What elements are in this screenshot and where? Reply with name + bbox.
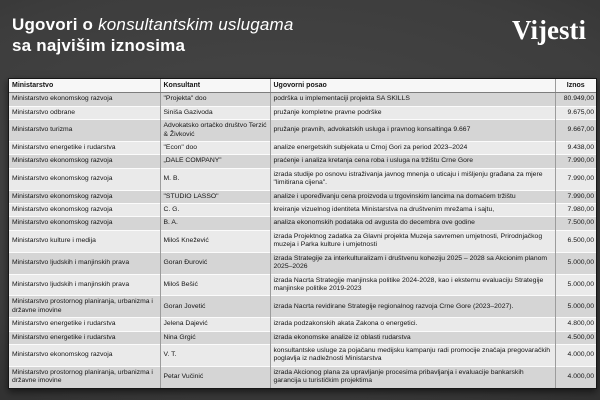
contract-cell: analize energetskih subjekata u Crnoj Gori za period 2023–2024 — [270, 142, 555, 155]
ministry-cell: Ministarstvo ekonomskog razvoja — [9, 190, 160, 203]
contract-cell: podrška u implementaciji projekta SA SKILLS — [270, 93, 555, 106]
title-italic: konsultantskim uslugama — [98, 15, 294, 34]
ministry-cell: Ministarstvo ljudskih i manjinskih prava — [9, 252, 160, 274]
table-row — [9, 155, 596, 168]
title-bold: Ugovori o — [12, 15, 94, 34]
amount-cell: 7.990,00 — [555, 155, 596, 168]
contract-cell: pružanje kompletne pravne podrške — [270, 106, 555, 119]
contracts-table — [9, 79, 596, 388]
contract-cell: izrada Akcionog plana za upravljanje procesima pribavljanja i evaluacije bankarskih garancija u turističkim projektima — [270, 366, 555, 387]
table-row — [9, 93, 596, 106]
amount-cell: 6.500,00 — [555, 230, 596, 252]
contract-cell: analiza ekonomskih podataka od avgusta do decembra ove godine — [270, 217, 555, 230]
ministry-cell: Ministarstvo ekonomskog razvoja — [9, 155, 160, 168]
table-row — [9, 318, 596, 331]
amount-cell: 4.500,00 — [555, 331, 596, 344]
ministry-cell: Ministarstvo ekonomskog razvoja — [9, 217, 160, 230]
table-header — [9, 79, 596, 93]
contract-cell: izrada podzakonskih akata Zakona o energetici. — [270, 318, 555, 331]
title-line2: sa najvišim iznosima — [12, 36, 186, 55]
table-header-row — [9, 79, 596, 93]
contract-cell: kreiranje vizuelnog identiteta Ministarstva na društvenim mrežama i sajtu, — [270, 204, 555, 217]
consultant-cell: B. A. — [160, 217, 270, 230]
ministry-cell: Ministarstvo ljudskih i manjinskih prava — [9, 274, 160, 296]
contract-cell: praćenje i analiza kretanja cena roba i usluga na tržištu Crne Gore — [270, 155, 555, 168]
ministry-cell: Ministarstvo ekonomskog razvoja — [9, 168, 160, 190]
amount-cell: 9.667,00 — [555, 120, 596, 142]
consultant-cell: Miloš Bešić — [160, 274, 270, 296]
amount-cell: 5.000,00 — [555, 252, 596, 274]
table-row — [9, 230, 596, 252]
ministry-cell: Ministarstvo odbrane — [9, 106, 160, 119]
contract-cell: izrada ekonomske analize iz oblasti rudarstva — [270, 331, 555, 344]
consultant-cell: V. T. — [160, 344, 270, 366]
amount-cell: 9.438,00 — [555, 142, 596, 155]
column-header-ugovorni-posao: Ugovorni posao — [270, 79, 555, 93]
column-header-konsultant: Konsultant — [160, 79, 270, 93]
consultant-cell: "Projekta" doo — [160, 93, 270, 106]
consultant-cell: Goran Đurović — [160, 252, 270, 274]
ministry-cell: Ministarstvo energetike i rudarstva — [9, 318, 160, 331]
amount-cell: 4.000,00 — [555, 344, 596, 366]
table-row — [9, 344, 596, 366]
amount-cell: 5.000,00 — [555, 274, 596, 296]
ministry-cell: Ministarstvo energetike i rudarstva — [9, 142, 160, 155]
consultant-cell: C. G. — [160, 204, 270, 217]
amount-cell: 7.500,00 — [555, 217, 596, 230]
consultant-cell: Jelena Dajević — [160, 318, 270, 331]
amount-cell: 5.000,00 — [555, 296, 596, 318]
table-row — [9, 296, 596, 318]
contract-cell: analize i upoređivanju cena proizvoda u trgovinskim lancima na domaćem tržištu — [270, 190, 555, 203]
table-row — [9, 274, 596, 296]
ministry-cell: Ministarstvo turizma — [9, 120, 160, 142]
amount-cell: 7.990,00 — [555, 168, 596, 190]
amount-cell: 7.990,00 — [555, 190, 596, 203]
table-row — [9, 190, 596, 203]
consultant-cell: M. B. — [160, 168, 270, 190]
contract-cell: pružanje pravnih, advokatskih usluga i pravnog konsaltinga 9.667 — [270, 120, 555, 142]
vijesti-logo: Vijesti — [512, 15, 586, 45]
amount-cell: 80.949,00 — [555, 93, 596, 106]
consultant-cell: Goran Jovetić — [160, 296, 270, 318]
amount-cell: 4.000,00 — [555, 366, 596, 387]
contract-cell: izrada Nacrta Strategije manjinska politike 2024-2028, kao i eksternu evaluaciju Strategije manjinske politike 2019-2023 — [270, 274, 555, 296]
consultant-cell: Advokatsko ortačko društvo Terzić & Živković — [160, 120, 270, 142]
table-row — [9, 168, 596, 190]
amount-cell: 4.800,00 — [555, 318, 596, 331]
table-row — [9, 106, 596, 119]
ministry-cell: Ministarstvo ekonomskog razvoja — [9, 344, 160, 366]
consultant-cell: Nina Grgić — [160, 331, 270, 344]
consultant-cell: „DALE COMPANY” — [160, 155, 270, 168]
contract-cell: izrada studije po osnovu istraživanja javnog mnenja o uticaju i mišljenju građana za mjere "limitirana cijena". — [270, 168, 555, 190]
table-row — [9, 204, 596, 217]
consultant-cell: Petar Vučinić — [160, 366, 270, 387]
table-body — [9, 93, 596, 388]
ministry-cell: Ministarstvo kulture i medija — [9, 230, 160, 252]
contract-cell: izrada Nacrta revidirane Strategije regionalnog razvoja Crne Gore (2023–2027). — [270, 296, 555, 318]
header — [0, 0, 600, 56]
contracts-table-container — [8, 78, 597, 389]
table-row — [9, 120, 596, 142]
ministry-cell: Ministarstvo ekonomskog razvoja — [9, 93, 160, 106]
table-row — [9, 217, 596, 230]
table-row — [9, 252, 596, 274]
contract-cell: izrada Projektnog zadatka za Glavni projekta Muzeja savremen umjetnosti, Prirodnjačkog muzeja i Parka kulture i umjetnosti — [270, 230, 555, 252]
ministry-cell: Ministarstvo prostornog planiranja, urbanizma i državne imovine — [9, 366, 160, 387]
contract-cell: konsultantske usluge za pojačanu medijsku kampanju radi promocije značaja pregovaračkih poglavlja iz nadležnosti Ministarstva — [270, 344, 555, 366]
table-row — [9, 142, 596, 155]
table-row — [9, 366, 596, 387]
ministry-cell: Ministarstvo ekonomskog razvoja — [9, 204, 160, 217]
ministry-cell: Ministarstvo prostornog planiranja, urbanizma i državne imovine — [9, 296, 160, 318]
contract-cell: izrada Strategije za interkulturalizam i društvenu koheziju 2025 – 2028 sa Akcionim planom 2025–2026 — [270, 252, 555, 274]
column-header-iznos: Iznos — [555, 79, 596, 93]
ministry-cell: Ministarstvo energetike i rudarstva — [9, 331, 160, 344]
consultant-cell: Miloš Knežević — [160, 230, 270, 252]
table-row — [9, 331, 596, 344]
amount-cell: 7.980,00 — [555, 204, 596, 217]
column-header-ministarstvo: Ministarstvo — [9, 79, 160, 93]
consultant-cell: "Econ" doo — [160, 142, 270, 155]
consultant-cell: Siniša Gazivoda — [160, 106, 270, 119]
consultant-cell: "STUDIO LASSO" — [160, 190, 270, 203]
amount-cell: 9.675,00 — [555, 106, 596, 119]
page-title — [12, 14, 294, 56]
